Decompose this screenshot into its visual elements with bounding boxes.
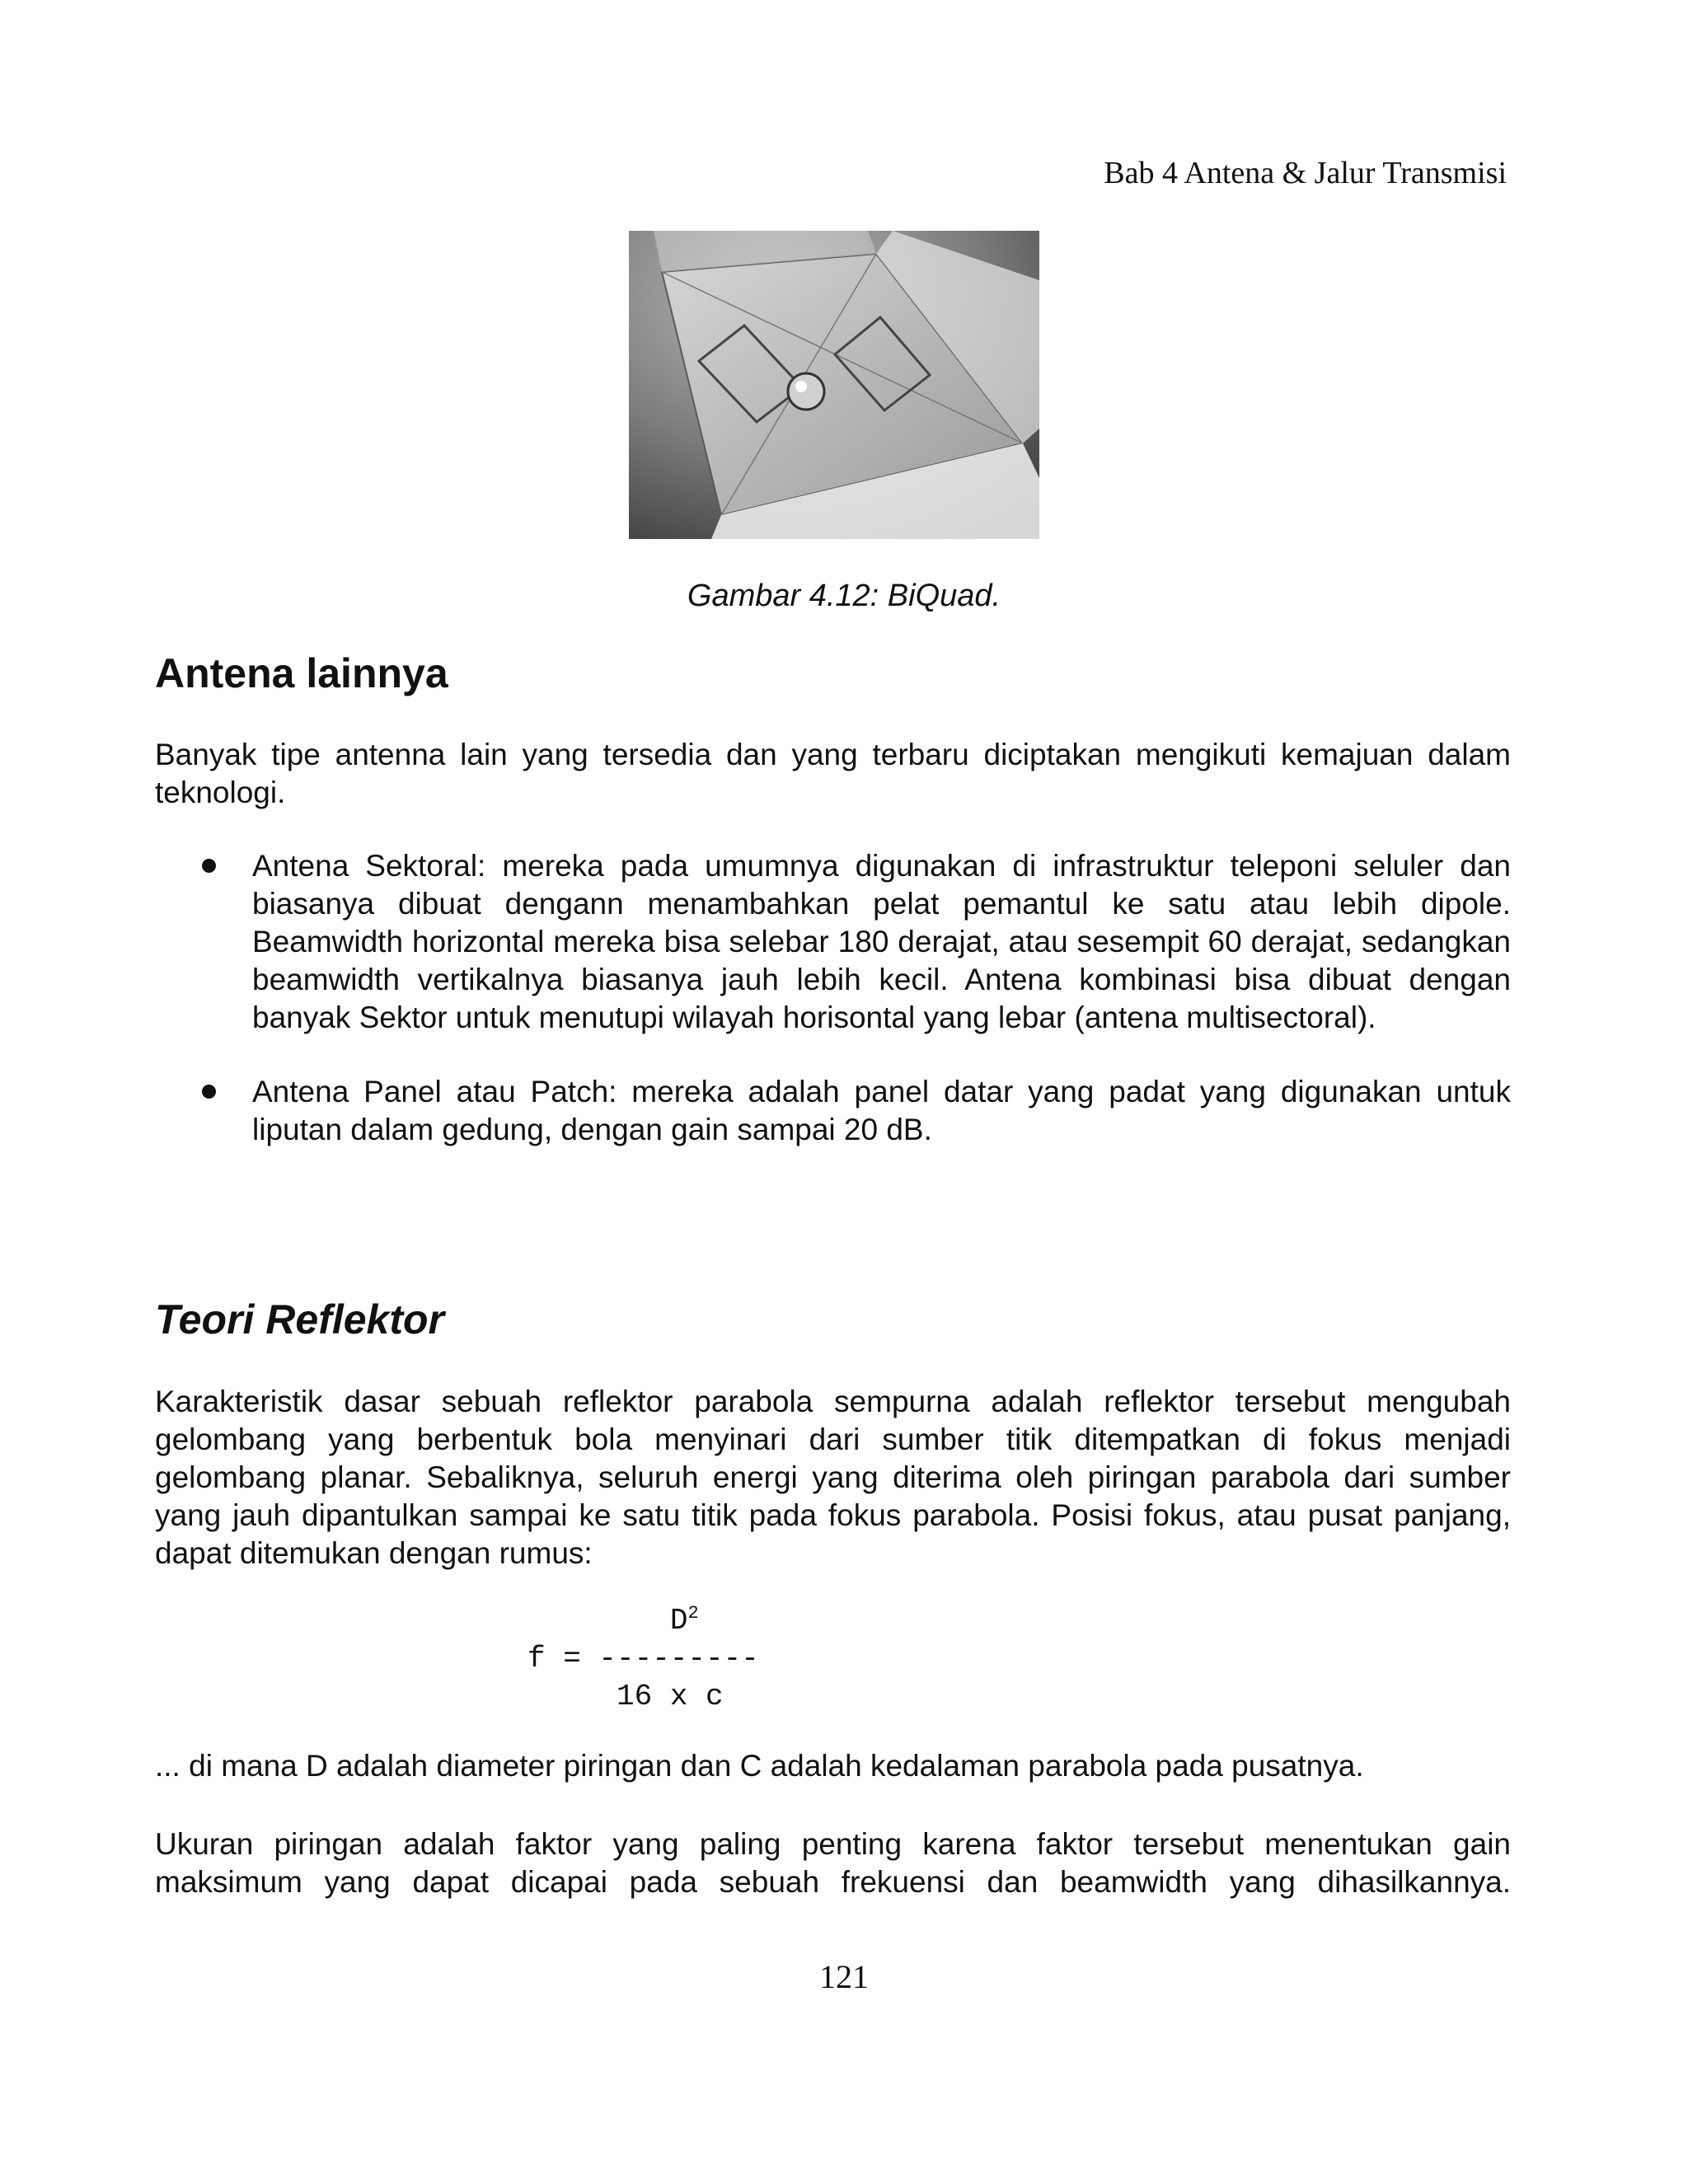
- figure-caption: Gambar 4.12: BiQuad.: [687, 579, 1001, 613]
- formula-denominator: 16 x c: [617, 1680, 724, 1713]
- page-number: 121: [819, 1958, 869, 1995]
- focus-formula: [528, 1595, 759, 1716]
- section-heading-reflector-theory: Teori Reflektor: [155, 1296, 445, 1343]
- bullet-icon: [202, 1085, 216, 1099]
- dish-size-paragraph: Ukuran piringan adalah faktor yang paling penting karena faktor tersebut menentukan gain maksimum yang dapat dicapai pada sebuah frekuensi dan beamwidth yang dihasilkannya.: [155, 1827, 1511, 1899]
- formula-explanation: ... di mana D adalah diameter piringan dan C adalah kedalaman parabola pada pusatnya.: [155, 1749, 1364, 1783]
- list-item: [155, 1073, 1511, 1149]
- section-heading-other-antennas: Antena lainnya: [155, 650, 448, 696]
- list-item-text: Antena Sektoral: mereka pada umumnya digunakan di infrastruktur teleponi seluler dan biasanya dibuat dengann menambahkan pelat pemantul ke satu atau lebih dipole. Beamwidth horizontal mereka bisa selebar 180 derajat, atau sesempit 60 derajat, sedangkan beamwidth vertikalnya biasanya jauh lebih kecil. Antena kombinasi bisa dibuat dengan banyak Sektor untuk menutupi wilayah horisontal yang lebar (antena multisectoral).: [252, 849, 1511, 1034]
- formula-numerator: D: [669, 1604, 688, 1638]
- list-item-text: Antena Panel atau Patch: mereka adalah panel datar yang padat yang digunakan untuk liputan dalam gedung, dengan gain sampai 20 dB.: [252, 1075, 1511, 1146]
- formula-fraction-line: f = ---------: [528, 1642, 759, 1675]
- biquad-antenna-photo: [629, 231, 1039, 539]
- formula-exponent: 2: [687, 1603, 699, 1624]
- reflector-paragraph: Karakteristik dasar sebuah reflektor parabola sempurna adalah reflektor tersebut mengubah gelombang yang berbentuk bola menyinari dari sumber titik ditempatkan di fokus menjadi gelombang planar. Sebaliknya, seluruh energi yang diterima oleh piringan parabola dari sumber yang jauh dipantulkan sampai ke satu titik pada fokus parabola. Posisi fokus, atau pusat panjang, dapat ditemukan dengan rumus:: [155, 1385, 1511, 1570]
- antenna-types-list: [155, 847, 1511, 1185]
- bullet-icon: [202, 859, 216, 873]
- list-item: [155, 847, 1511, 1037]
- intro-paragraph: Banyak tipe antenna lain yang tersedia dan yang terbaru diciptakan mengikuti kemajuan dalam teknologi.: [155, 738, 1511, 809]
- running-header: Bab 4 Antena & Jalur Transmisi: [1104, 156, 1507, 190]
